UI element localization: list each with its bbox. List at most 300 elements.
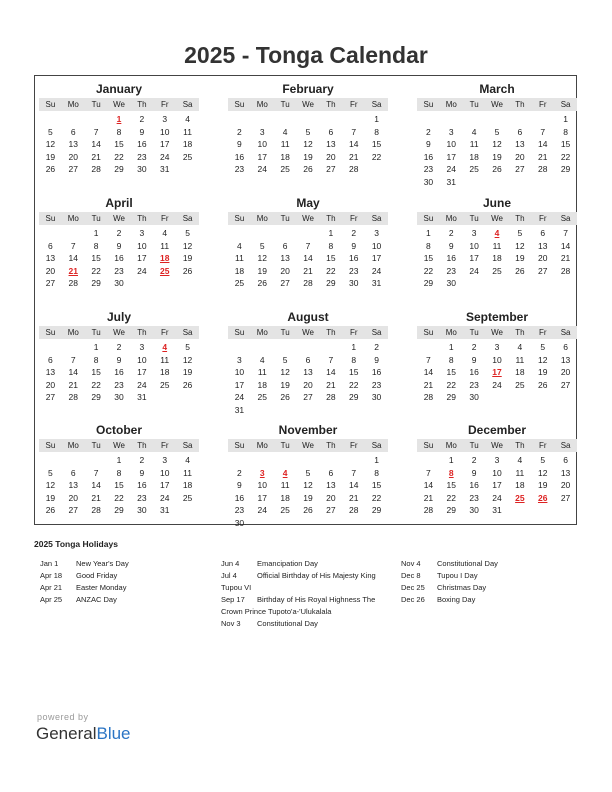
weekday-label: Fr <box>538 441 547 450</box>
weekday-header <box>39 98 199 111</box>
holiday-name: ANZAC Day <box>76 595 117 604</box>
day-cell: 27 <box>537 265 548 276</box>
day-cell: 3 <box>139 342 145 352</box>
day-cell: 4 <box>237 240 242 251</box>
weekday-label: Mo <box>256 328 268 337</box>
day-cell: 27 <box>326 505 336 515</box>
weekday-header <box>39 326 199 339</box>
day-cell: 6 <box>540 228 546 238</box>
holiday-date: Jul 4 <box>221 571 237 580</box>
day-cell: 14 <box>423 367 434 377</box>
day-cell: 13 <box>560 354 571 365</box>
month-december <box>417 423 577 517</box>
day-cell: 8 <box>374 467 379 478</box>
day-grid <box>228 454 388 529</box>
day-cell: 30 <box>371 392 382 402</box>
holiday-item <box>40 582 220 594</box>
day-cell: 17 <box>469 253 479 263</box>
day-cell: 11 <box>515 354 525 365</box>
day-cell: 17 <box>137 367 147 377</box>
day-cell: 21 <box>423 492 434 503</box>
day-cell: 11 <box>492 240 502 251</box>
month-july <box>39 310 199 404</box>
day-cell: 18 <box>280 492 290 503</box>
holiday-date: Nov 4 <box>401 559 421 568</box>
day-cell: 3 <box>494 455 500 465</box>
day-cell: 29 <box>91 278 101 288</box>
day-cell: 14 <box>303 253 313 263</box>
month-name: May <box>296 196 320 210</box>
day-cell: 9 <box>139 467 145 478</box>
day-cell: 23 <box>348 265 359 276</box>
day-cell: 29 <box>446 392 456 402</box>
empty-cell <box>297 341 320 354</box>
weekday-label: Th <box>515 328 525 337</box>
month-november <box>228 423 388 529</box>
day-cell: 2 <box>351 228 357 238</box>
holiday-item <box>221 606 401 618</box>
day-cell: 8 <box>93 354 99 365</box>
empty-cell <box>251 227 274 240</box>
day-cell: 22 <box>326 265 336 276</box>
day-cell: 2 <box>139 455 145 465</box>
holiday-day-cell: 26 <box>537 492 548 503</box>
day-cell: 11 <box>257 367 267 377</box>
day-cell: 29 <box>446 505 456 515</box>
day-cell: 18 <box>234 265 245 276</box>
day-cell: 19 <box>280 379 290 390</box>
day-cell: 17 <box>257 492 267 503</box>
day-cell: 5 <box>305 467 311 478</box>
empty-cell <box>319 454 342 467</box>
weekday-label: We <box>302 328 314 337</box>
weekday-label: Su <box>423 214 434 223</box>
day-cell: 2 <box>448 228 454 238</box>
weekday-label: Tu <box>280 328 290 337</box>
day-cell: 9 <box>351 240 357 251</box>
day-cell: 14 <box>423 480 434 490</box>
day-cell: 20 <box>537 253 548 263</box>
day-cell: 7 <box>328 354 334 365</box>
holiday-item <box>221 582 401 594</box>
day-cell: 28 <box>423 392 434 402</box>
day-cell: 11 <box>280 480 290 490</box>
day-cell: 29 <box>560 164 571 174</box>
weekday-header <box>39 439 199 452</box>
weekday-label: Fr <box>538 328 547 337</box>
day-cell: 25 <box>182 151 193 162</box>
day-cell: 31 <box>492 505 502 515</box>
day-cell: 10 <box>492 354 502 365</box>
weekday-label: Su <box>423 100 434 109</box>
month-june <box>417 196 577 290</box>
day-cell: 18 <box>159 367 170 377</box>
day-cell: 16 <box>234 492 245 503</box>
empty-cell <box>39 227 62 240</box>
day-cell: 7 <box>93 467 99 478</box>
weekday-label: Tu <box>469 100 479 109</box>
day-cell: 24 <box>492 379 502 390</box>
day-cell: 10 <box>159 126 170 137</box>
day-cell: 27 <box>560 492 571 503</box>
day-cell: 7 <box>426 467 431 478</box>
brand-general: General <box>36 724 97 743</box>
day-cell: 19 <box>303 492 313 503</box>
month-february <box>228 82 388 176</box>
day-cell: 11 <box>515 467 525 478</box>
day-cell: 21 <box>303 265 313 276</box>
day-cell: 11 <box>183 467 192 478</box>
day-cell: 19 <box>303 151 313 162</box>
weekday-label: Th <box>326 441 336 450</box>
day-cell: 28 <box>348 505 359 515</box>
holiday-item <box>401 582 581 594</box>
day-cell: 25 <box>280 505 290 515</box>
day-cell: 15 <box>114 480 124 490</box>
day-cell: 7 <box>70 240 76 251</box>
day-cell: 26 <box>515 265 525 276</box>
weekday-label: Su <box>45 214 56 223</box>
day-cell: 15 <box>560 139 571 149</box>
weekday-label: Sa <box>371 214 382 223</box>
weekday-label: Su <box>45 441 56 450</box>
holiday-column <box>40 558 220 606</box>
day-cell: 16 <box>371 367 382 377</box>
month-name: November <box>278 423 338 437</box>
month-march <box>417 82 577 188</box>
day-cell: 1 <box>448 342 454 352</box>
day-cell: 31 <box>371 278 382 288</box>
weekday-label: Tu <box>469 328 479 337</box>
day-cell: 30 <box>423 176 434 187</box>
empty-cell <box>62 113 85 126</box>
holiday-date: Apr 25 <box>40 595 63 604</box>
weekday-label: Sa <box>560 214 571 223</box>
day-cell: 9 <box>116 240 122 251</box>
weekday-label: Su <box>45 328 56 337</box>
empty-cell <box>319 341 342 354</box>
holiday-item <box>221 558 401 570</box>
day-cell: 1 <box>563 114 568 124</box>
holiday-day-cell: 25 <box>515 492 525 503</box>
day-cell: 15 <box>371 480 382 490</box>
empty-cell <box>274 454 297 467</box>
day-cell: 5 <box>517 228 523 238</box>
day-cell: 18 <box>280 151 290 162</box>
weekday-label: Sa <box>560 441 571 450</box>
weekday-label: We <box>113 100 125 109</box>
day-cell: 26 <box>537 379 548 390</box>
empty-cell <box>417 454 440 467</box>
page-title: 2025 - Tonga Calendar <box>184 42 428 68</box>
weekday-label: Tu <box>469 441 479 450</box>
day-cell: 13 <box>515 139 525 149</box>
day-cell: 14 <box>68 367 78 377</box>
day-grid <box>228 341 388 416</box>
empty-cell <box>62 454 85 467</box>
weekday-label: Sa <box>371 328 382 337</box>
day-cell: 2 <box>237 126 242 137</box>
day-grid <box>39 113 199 176</box>
day-cell: 12 <box>257 253 267 263</box>
weekday-label: We <box>302 214 314 223</box>
weekday-label: Sa <box>371 100 382 109</box>
month-october <box>39 423 199 517</box>
day-cell: 21 <box>348 151 359 162</box>
empty-cell <box>251 113 274 126</box>
day-cell: 27 <box>515 164 525 174</box>
weekday-label: Sa <box>371 441 382 450</box>
weekday-label: Th <box>137 441 147 450</box>
day-cell: 16 <box>114 367 124 377</box>
day-cell: 6 <box>48 354 53 365</box>
day-cell: 9 <box>139 126 145 137</box>
day-cell: 7 <box>93 126 99 137</box>
holiday-name: Tupou VI <box>221 583 252 592</box>
day-grid <box>228 227 388 290</box>
day-cell: 11 <box>280 139 290 149</box>
day-cell: 25 <box>234 278 245 288</box>
day-cell: 25 <box>469 164 479 174</box>
weekday-label: Th <box>326 328 336 337</box>
day-cell: 19 <box>257 265 267 276</box>
day-cell: 8 <box>374 126 379 137</box>
weekday-label: Su <box>234 441 245 450</box>
holiday-day-cell: 4 <box>282 467 288 478</box>
weekday-label: Sa <box>560 328 571 337</box>
day-cell: 26 <box>182 265 193 276</box>
day-cell: 6 <box>70 126 76 137</box>
empty-cell <box>440 113 463 126</box>
day-cell: 2 <box>139 114 145 124</box>
day-cell: 4 <box>517 342 523 352</box>
month-january <box>39 82 199 176</box>
day-cell: 12 <box>45 139 56 149</box>
day-cell: 4 <box>185 114 190 124</box>
day-cell: 9 <box>237 139 242 149</box>
weekday-label: Mo <box>67 328 79 337</box>
brand-blue: Blue <box>96 724 131 743</box>
holiday-date: Dec 26 <box>401 595 425 604</box>
empty-cell <box>319 113 342 126</box>
weekday-label: Su <box>234 214 245 223</box>
day-cell: 5 <box>185 342 190 352</box>
day-cell: 21 <box>91 492 101 503</box>
day-cell: 1 <box>351 342 357 352</box>
holiday-item <box>221 594 401 606</box>
empty-cell <box>297 113 320 126</box>
day-cell: 16 <box>114 253 124 263</box>
empty-cell <box>39 454 62 467</box>
day-cell: 18 <box>182 480 193 490</box>
day-cell: 16 <box>423 151 434 162</box>
day-cell: 9 <box>237 480 242 490</box>
weekday-header <box>417 439 577 452</box>
day-cell: 27 <box>560 379 571 390</box>
day-cell: 24 <box>446 164 456 174</box>
empty-cell <box>274 113 297 126</box>
generalblue-logo[interactable] <box>36 724 131 744</box>
weekday-label: We <box>302 441 314 450</box>
day-cell: 30 <box>137 164 147 174</box>
weekday-label: Mo <box>445 441 457 450</box>
holiday-day-cell: 4 <box>162 342 168 352</box>
day-cell: 24 <box>257 505 267 515</box>
holiday-item <box>40 594 220 606</box>
day-grid <box>417 454 577 517</box>
day-cell: 6 <box>328 126 334 137</box>
day-cell: 23 <box>469 492 479 503</box>
day-cell: 3 <box>139 228 145 238</box>
day-cell: 22 <box>114 492 124 503</box>
month-name: August <box>287 310 329 324</box>
day-cell: 2 <box>471 342 477 352</box>
weekday-label: Tu <box>91 214 101 223</box>
weekday-label: We <box>491 214 503 223</box>
day-grid <box>417 341 577 404</box>
day-cell: 10 <box>137 240 147 251</box>
day-cell: 16 <box>234 151 245 162</box>
weekday-label: Th <box>326 214 336 223</box>
day-cell: 24 <box>159 492 170 503</box>
day-cell: 7 <box>305 240 311 251</box>
day-cell: 24 <box>257 164 267 174</box>
day-cell: 16 <box>137 139 147 149</box>
weekday-label: Fr <box>160 100 169 109</box>
empty-cell <box>417 113 440 126</box>
empty-cell <box>297 227 320 240</box>
empty-cell <box>39 113 62 126</box>
day-cell: 21 <box>326 379 336 390</box>
day-cell: 30 <box>114 392 124 402</box>
day-cell: 10 <box>446 139 456 149</box>
day-cell: 2 <box>374 342 379 352</box>
holiday-name: Birthday of His Royal Highness The <box>257 595 376 604</box>
weekday-label: Tu <box>280 100 290 109</box>
day-cell: 19 <box>182 367 193 377</box>
day-cell: 20 <box>280 265 290 276</box>
day-cell: 8 <box>448 354 454 365</box>
day-cell: 12 <box>303 139 313 149</box>
day-cell: 9 <box>471 354 477 365</box>
day-cell: 3 <box>237 354 242 365</box>
weekday-label: Th <box>137 328 147 337</box>
day-cell: 15 <box>446 480 456 490</box>
holiday-day-cell: 3 <box>259 467 265 478</box>
day-cell: 16 <box>469 480 479 490</box>
day-cell: 4 <box>282 126 288 137</box>
holiday-column <box>401 558 581 606</box>
day-cell: 20 <box>45 379 56 390</box>
weekday-label: Th <box>137 100 147 109</box>
day-cell: 8 <box>93 240 99 251</box>
day-cell: 4 <box>185 455 190 465</box>
empty-cell <box>274 227 297 240</box>
day-cell: 23 <box>114 379 124 390</box>
day-grid <box>39 227 199 290</box>
day-cell: 28 <box>326 392 336 402</box>
holiday-name: Tupou I Day <box>437 571 478 580</box>
day-cell: 27 <box>326 164 336 174</box>
empty-cell <box>228 227 251 240</box>
weekday-label: Fr <box>349 441 358 450</box>
weekday-label: Sa <box>182 100 193 109</box>
day-cell: 21 <box>560 253 571 263</box>
day-cell: 10 <box>257 139 267 149</box>
holiday-item <box>221 570 401 582</box>
weekday-label: Tu <box>91 441 101 450</box>
day-cell: 19 <box>45 492 56 503</box>
holiday-name: Good Friday <box>76 571 118 580</box>
holiday-day-cell: 8 <box>448 467 454 478</box>
weekday-label: Mo <box>256 100 268 109</box>
empty-cell <box>85 454 108 467</box>
day-cell: 22 <box>371 151 382 162</box>
holiday-day-cell: 21 <box>68 265 78 276</box>
holiday-name: Easter Monday <box>76 583 127 592</box>
day-cell: 13 <box>303 367 313 377</box>
weekday-label: Tu <box>469 214 479 223</box>
day-cell: 10 <box>137 354 147 365</box>
day-cell: 10 <box>469 240 479 251</box>
day-cell: 23 <box>234 164 245 174</box>
day-cell: 28 <box>560 265 571 276</box>
weekday-label: Mo <box>67 441 79 450</box>
day-cell: 9 <box>471 467 477 478</box>
day-cell: 28 <box>91 505 101 515</box>
day-cell: 18 <box>492 253 502 263</box>
day-cell: 15 <box>371 139 382 149</box>
day-cell: 17 <box>159 480 170 490</box>
day-cell: 19 <box>45 151 56 162</box>
day-cell: 29 <box>423 278 434 288</box>
day-cell: 6 <box>70 467 76 478</box>
weekday-label: Fr <box>538 214 547 223</box>
day-cell: 13 <box>280 253 290 263</box>
day-cell: 14 <box>537 139 548 149</box>
day-cell: 22 <box>371 492 382 503</box>
day-cell: 10 <box>371 240 382 251</box>
day-cell: 12 <box>515 240 525 251</box>
day-cell: 20 <box>326 151 336 162</box>
empty-cell <box>342 113 365 126</box>
day-cell: 18 <box>469 151 479 162</box>
day-cell: 28 <box>68 278 78 288</box>
weekday-label: We <box>491 328 503 337</box>
day-cell: 7 <box>351 467 357 478</box>
day-cell: 3 <box>162 455 168 465</box>
month-may <box>228 196 388 290</box>
weekday-header <box>417 326 577 339</box>
day-cell: 31 <box>159 505 170 515</box>
day-cell: 23 <box>234 505 245 515</box>
weekday-label: Su <box>423 328 434 337</box>
weekday-label: We <box>113 214 125 223</box>
month-name: September <box>465 310 529 324</box>
day-cell: 12 <box>537 354 548 365</box>
holiday-date: Jun 4 <box>221 559 240 568</box>
holiday-date: Dec 8 <box>401 571 421 580</box>
weekday-label: Mo <box>445 214 457 223</box>
day-cell: 4 <box>259 354 265 365</box>
day-cell: 20 <box>68 151 78 162</box>
weekday-label: Fr <box>160 441 169 450</box>
weekday-header <box>228 439 388 452</box>
day-cell: 29 <box>348 392 359 402</box>
day-cell: 21 <box>91 151 101 162</box>
day-cell: 1 <box>116 455 122 465</box>
month-september <box>417 310 577 404</box>
